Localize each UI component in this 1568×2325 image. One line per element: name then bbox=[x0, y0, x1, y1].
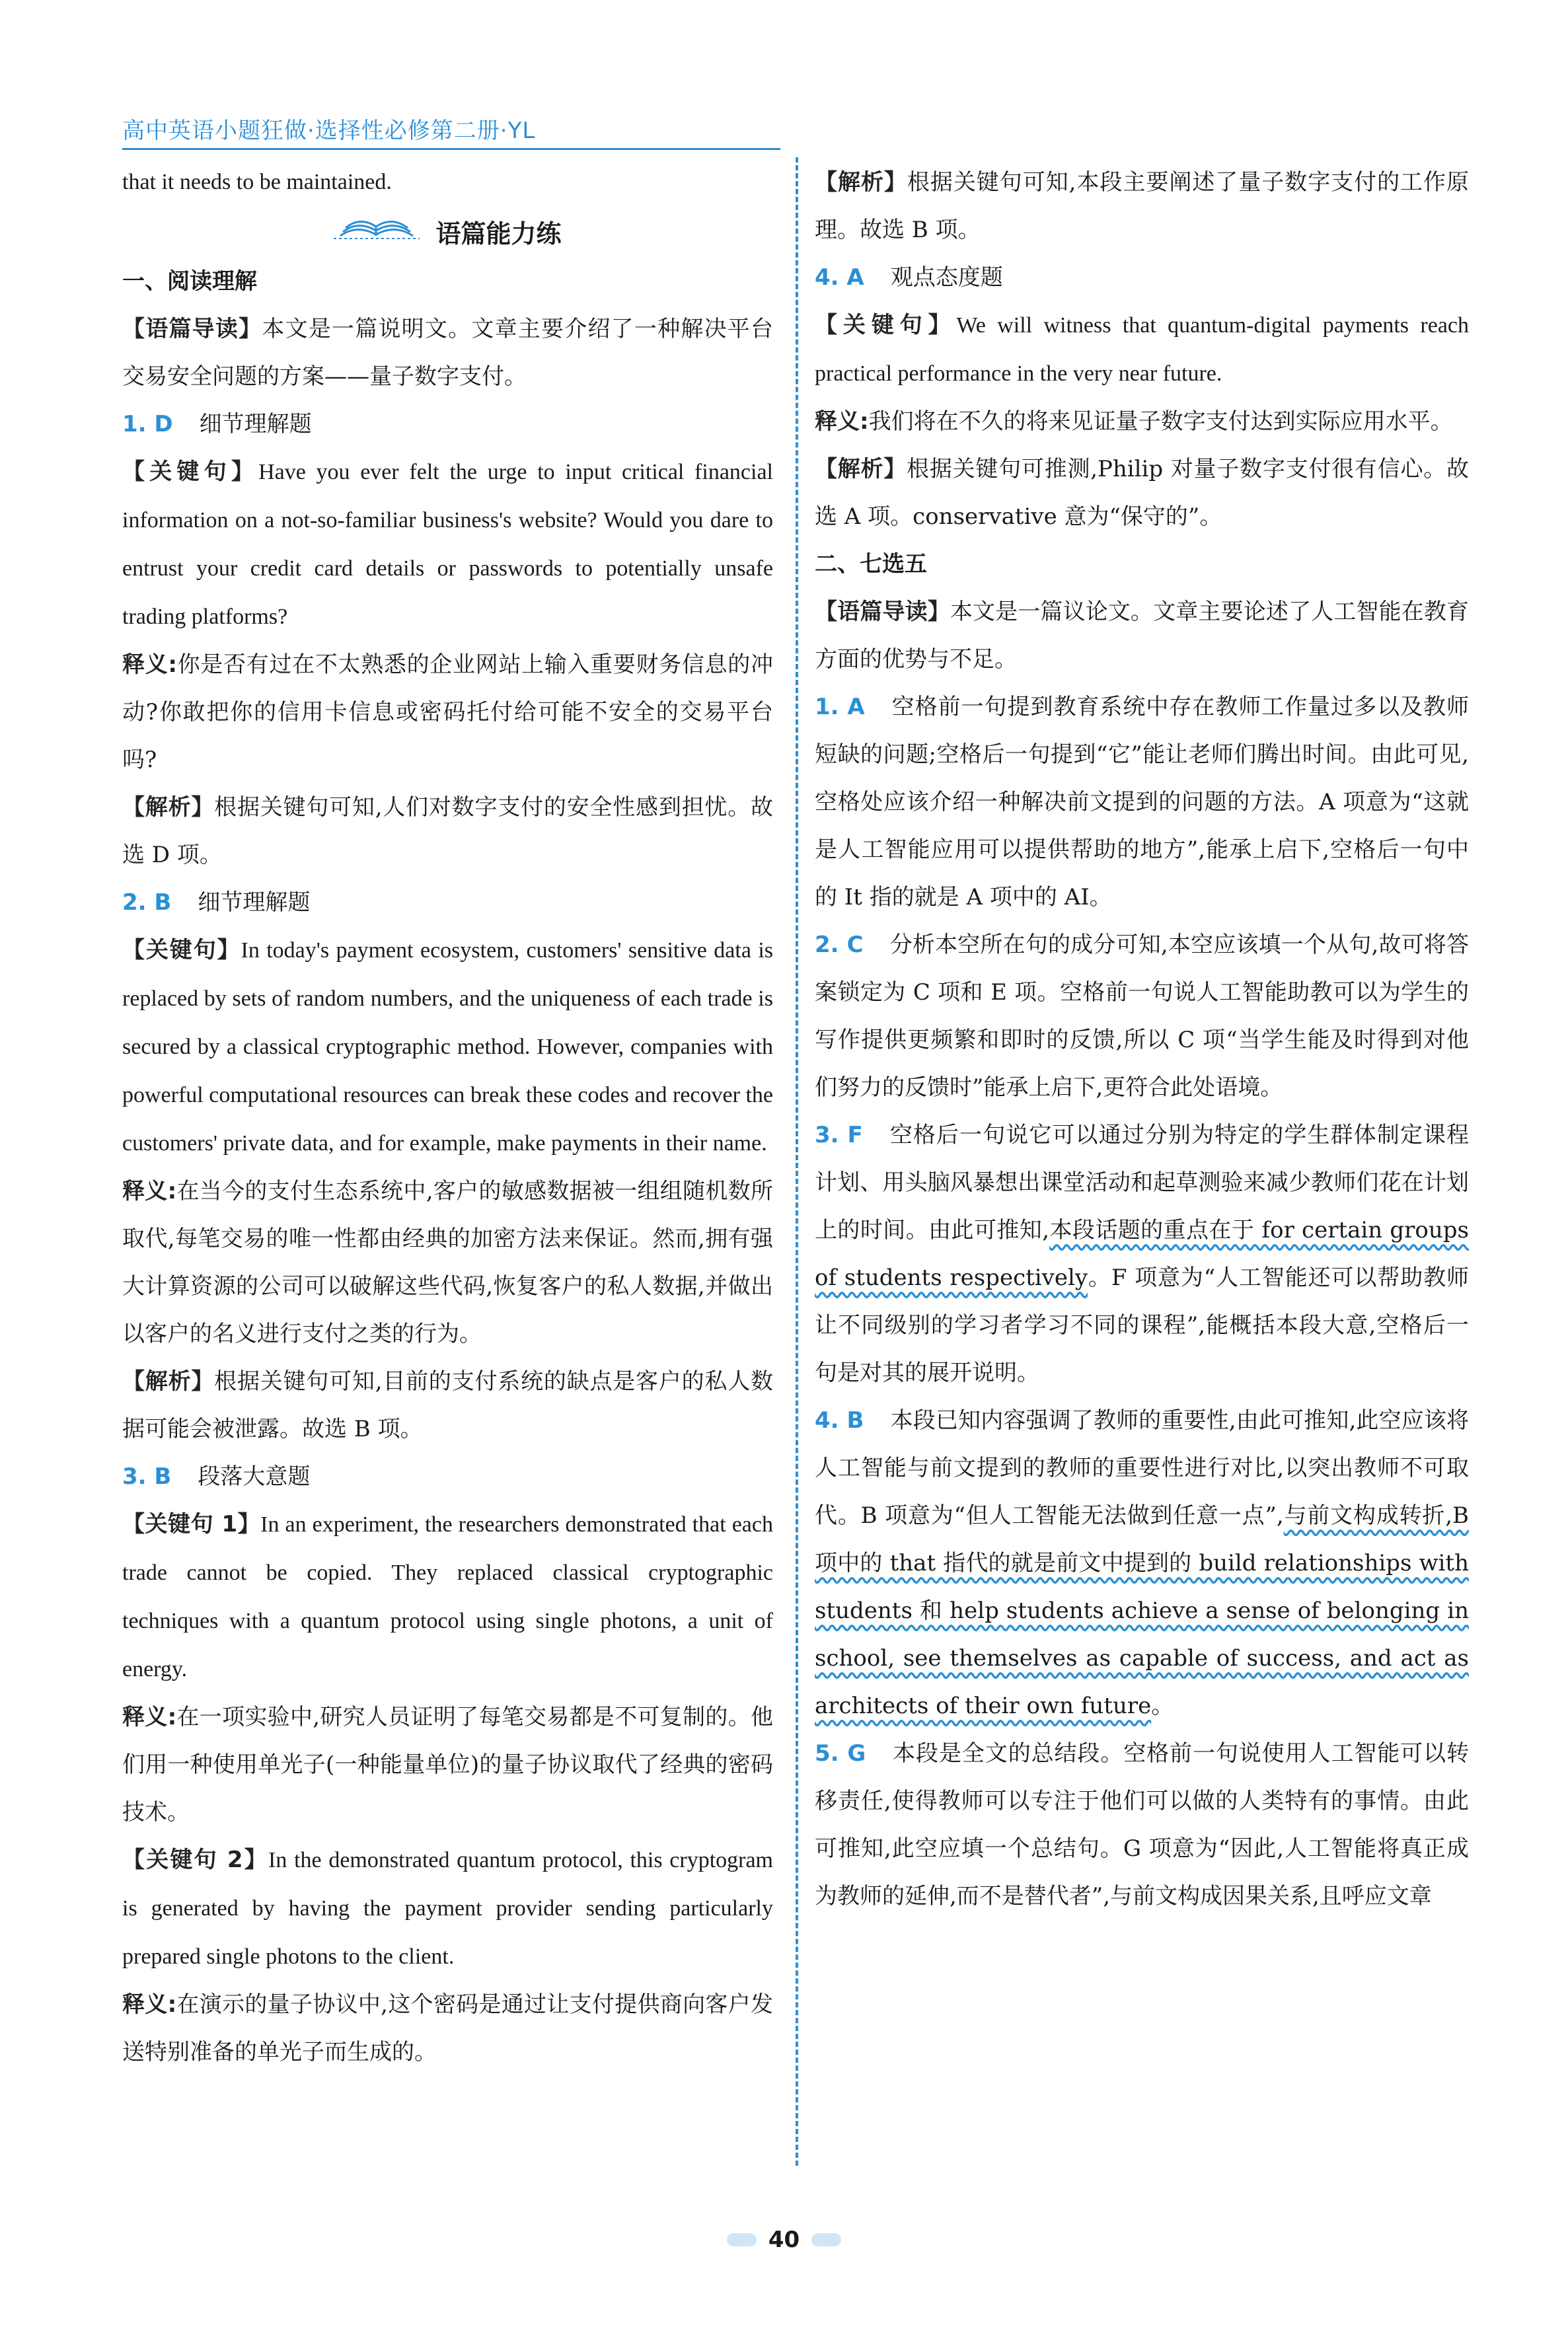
section-title-text: 语篇能力练 bbox=[435, 219, 562, 248]
page-number bbox=[727, 2227, 841, 2253]
answer-2: 2. C 分析本空所在句的成分可知,本空应该填一个从句,故可将答案锁定为 C 项和 E 项。空格前一句说人工智能助教可以为学生的写作提供更频繁和即时的反馈,所以 C 项“当学生能及时得到对他们努力的反馈时”能承上启下,更符合此处语境。 bbox=[815, 932, 1469, 1101]
open-book-icon bbox=[334, 209, 420, 259]
q2-translation: 释义:在当今的支付生态系统中,客户的敏感数据被一组组随机数所取代,每笔交易的唯一性都由经典的加密方法来保证。然而,拥有强大计算资源的公司可以破解这些代码,恢复客户的私人数据,并做出以客户的名义进行支付之类的行为。 bbox=[122, 1178, 773, 1347]
answer-5: 5. G 本段是全文的总结段。空格前一句说使用人工智能可以转移责任,使得教师可以专注于他们可以做的人类特有的事情。由此可推知,此空应填一个总结句。G 项意为“因此,人工智能将真正成为教师的延伸,而不是替代者”,与前文构成因果关系,且呼应文章 bbox=[815, 1740, 1469, 1909]
intro-line: that it needs to be maintained. bbox=[122, 170, 392, 194]
page-number-right-bar bbox=[811, 2233, 841, 2246]
header-rule bbox=[122, 148, 780, 150]
q2-analysis: 【解析】根据关键句可知,目前的支付系统的缺点是客户的私人数据可能会被泄露。故选 B 项。 bbox=[122, 1368, 773, 1442]
q3-key-sentence-2: 【关键句 2】In the demonstrated quantum protocol, this cryptogram is generated by having the payment provider sending particularly prepared single photons to the client. bbox=[122, 1847, 773, 1969]
answer-3: 3. F 空格后一句说它可以通过分别为特定的学生群体制定课程计划、用头脑风暴想出课堂活动和起草测验来减少教师们花在计划上的时间。由此可推知,本段话题的重点在于 for certain groups of students respectively。F 项意为“人工智能还可以帮助教师让不同级别的学习者学习不同的课程”,能概括本段大意,空格后一句是对其的展开说明。 bbox=[815, 1122, 1470, 1386]
question-2-heading: 2. B 细节理解题 bbox=[122, 889, 311, 916]
q4-key-sentence: 【关键句】We will witness that quantum-digital payments reach practical performance in the very near future. bbox=[815, 312, 1470, 386]
running-header: 高中英语小题狂做·选择性必修第二册·YL bbox=[122, 118, 536, 144]
wavy-underline: 与前文构成转折,B 项中的 that 指代的就是前文中提到的 build relationships with students 和 help students achieve a sense of belonging in school, see themselves as capable of success, and act as architects of their own future bbox=[815, 1502, 1469, 1719]
q4-analysis: 【解析】根据关键句可推测,Philip 对量子数字支付很有信心。故选 A 项。conservative 意为“保守的”。 bbox=[815, 456, 1469, 530]
answer-4: 4. B 本段已知内容强调了教师的重要性,由此可推知,此空应该将人工智能与前文提到的教师的重要性进行对比,以突出教师不可取代。B 项意为“但人工智能无法做到任意一点”,与前文构成转折,B 项中的 that 指代的就是前文中提到的 build relationships with students 和 help students achieve a sense of belonging in school, see themselves as capable of success, and act as architects of their own future。 bbox=[815, 1407, 1470, 1719]
part2-title: 二、七选五 bbox=[815, 551, 927, 577]
part1-title: 一、阅读理解 bbox=[122, 268, 257, 295]
column-divider bbox=[796, 157, 798, 2166]
question-1-heading: 1. D 细节理解题 bbox=[122, 411, 312, 437]
q1-analysis: 【解析】根据关键句可知,人们对数字支付的安全性感到担忧。故选 D 项。 bbox=[122, 794, 773, 868]
q3-analysis: 【解析】根据关键句可知,本段主要阐述了量子数字支付的工作原理。故选 B 项。 bbox=[815, 169, 1469, 243]
guide-paragraph: 【语篇导读】本文是一篇说明文。文章主要介绍了一种解决平台交易安全问题的方案——量子数字支付。 bbox=[122, 316, 774, 390]
q3-translation-2: 释义:在演示的量子协议中,这个密码是通过让支付提供商向客户发送特别准备的单光子而生成的。 bbox=[122, 1991, 773, 2065]
page-number-text: 40 bbox=[768, 2227, 800, 2253]
left-column bbox=[122, 159, 773, 2076]
q3-translation-1: 释义:在一项实验中,研究人员证明了每笔交易都是不可复制的。他们用一种使用单光子(一种能量单位)的量子协议取代了经典的密码技术。 bbox=[122, 1704, 773, 1826]
q1-translation: 释义:你是否有过在不太熟悉的企业网站上输入重要财务信息的冲动?你敢把你的信用卡信息或密码托付给可能不安全的交易平台吗? bbox=[122, 651, 773, 773]
page-number-left-bar bbox=[727, 2233, 757, 2246]
wavy-underline: 本段话题的重点在于 for certain groups of students respectively bbox=[815, 1217, 1469, 1291]
guide-paragraph-2: 【语篇导读】本文是一篇议论文。文章主要论述了人工智能在教育方面的优势与不足。 bbox=[815, 599, 1470, 673]
q2-key-sentence: 【关键句】In today's payment ecosystem, customers' sensitive data is replaced by sets of random numbers, and the uniqueness of each trade is secured by a classical cryptographic method. However, companies with powerful computational resources can break these codes and recover the customers' private data, and for example, make payments in their name. bbox=[122, 937, 773, 1156]
section-title bbox=[122, 210, 773, 258]
question-3-heading: 3. B 段落大意题 bbox=[122, 1463, 311, 1490]
q4-translation: 释义:我们将在不久的将来见证量子数字支付达到实际应用水平。 bbox=[815, 408, 1453, 435]
q1-key-sentence: 【关键句】Have you ever felt the urge to input critical financial information on a not-so-familiar business's website? Would you dare to entrust your credit card details or passwords to potentially unsafe trading platforms? bbox=[122, 459, 773, 629]
answer-1: 1. A 空格前一句提到教育系统中存在教师工作量过多以及教师短缺的问题;空格后一句提到“它”能让老师们腾出时间。由此可见,空格处应该介绍一种解决前文提到的问题的方法。A 项意为“这就是人工智能应用可以提供帮助的地方”,能承上启下,空格后一句中的 It 指的就是 A 项中的 AI。 bbox=[815, 694, 1469, 910]
question-4-heading: 4. A 观点态度题 bbox=[815, 264, 1003, 291]
right-column bbox=[815, 159, 1469, 1920]
q3-key-sentence-1: 【关键句 1】In an experiment, the researchers demonstrated that each trade cannot be copied. They replaced classical cryptographic techniques with a quantum protocol using single photons, a unit of energy. bbox=[122, 1511, 773, 1681]
